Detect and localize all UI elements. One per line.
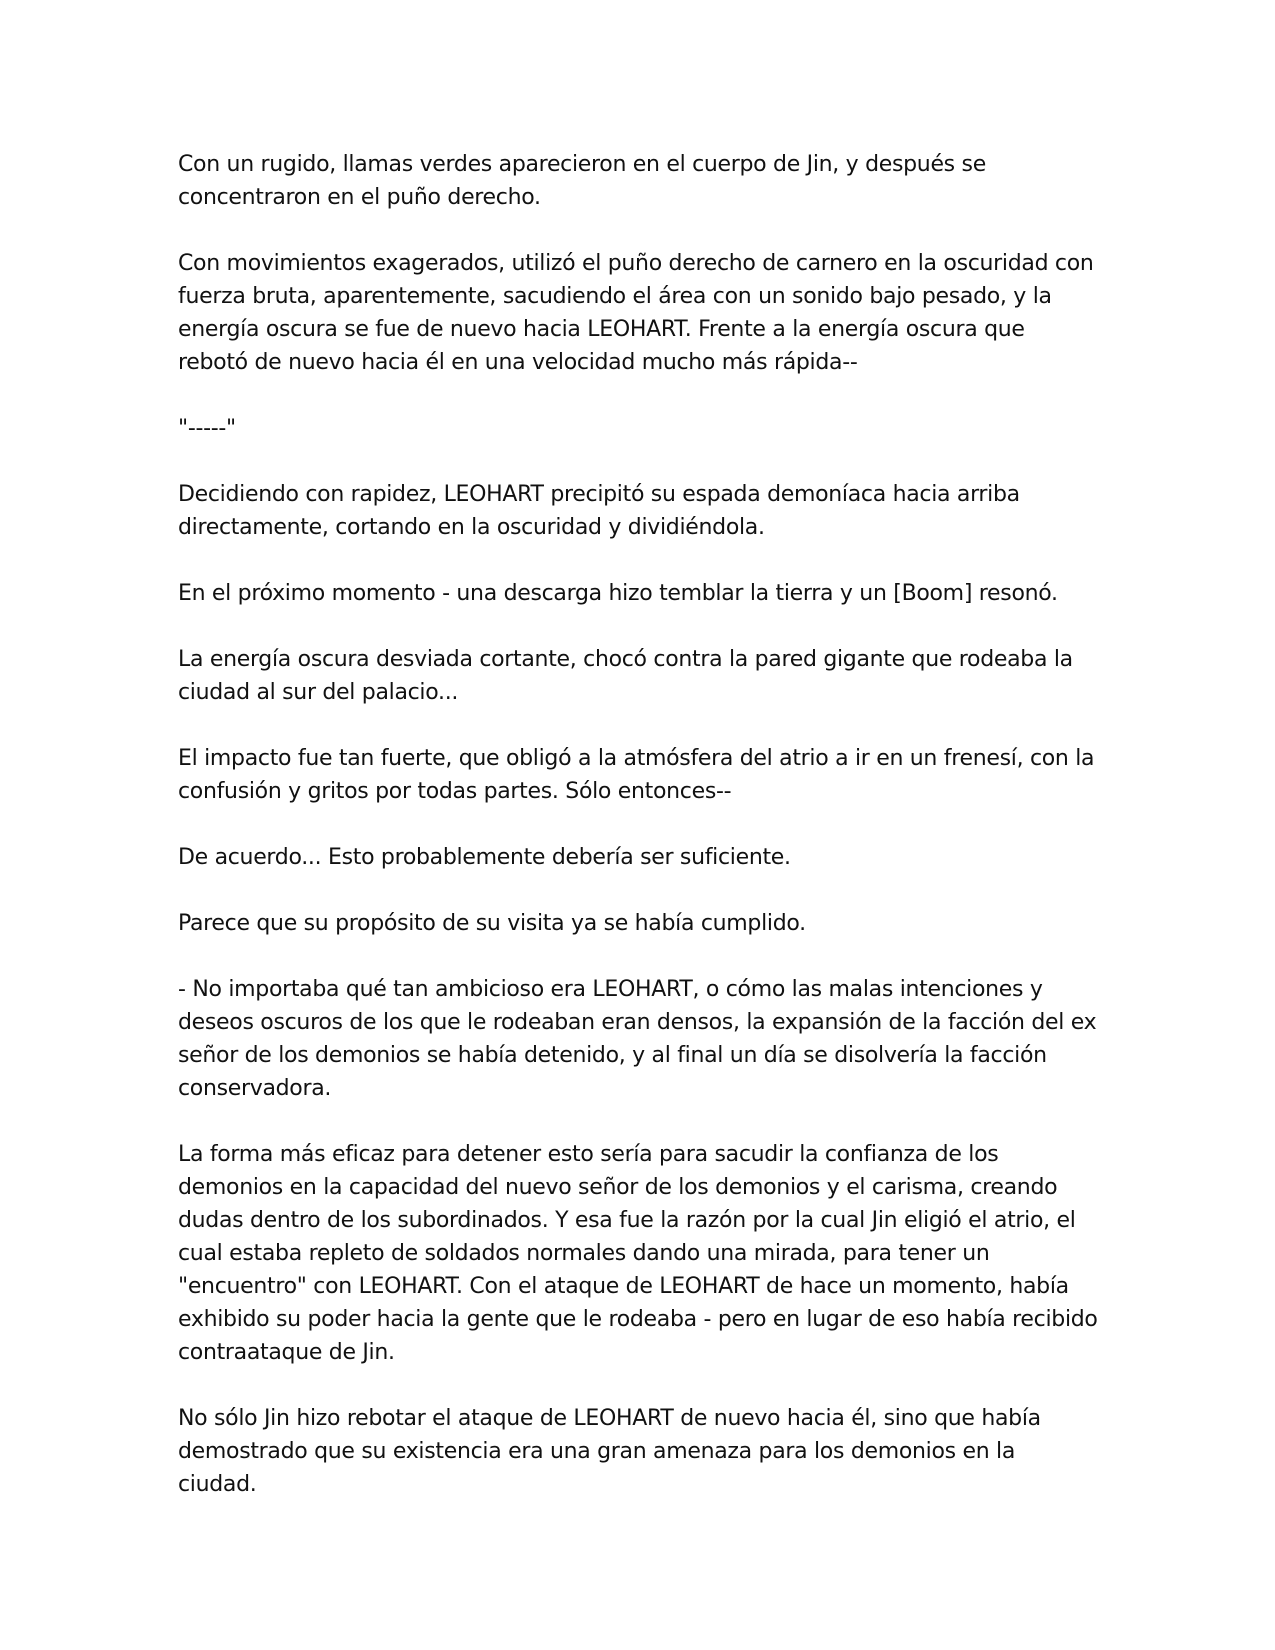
paragraph: No sólo Jin hizo rebotar el ataque de LEOHART de nuevo hacia él, sino que había demostrado que su existencia era una gran amenaza para los demonios en la ciudad. (178, 1406, 1041, 1497)
paragraph: La energía oscura desviada cortante, chocó contra la pared gigante que rodeaba la ciudad al sur del palacio... (178, 647, 1073, 705)
paragraph: El impacto fue tan fuerte, que obligó a la atmósfera del atrio a ir en un frenesí, con la confusión y gritos por todas partes. Sólo entonces-- (178, 746, 1095, 804)
paragraph: Decidiendo con rapidez, LEOHART precipitó su espada demoníaca hacia arriba directamente, cortando en la oscuridad y dividiéndola. (178, 482, 1020, 540)
paragraph: Con un rugido, llamas verdes aparecieron en el cuerpo de Jin, y después se concentraron en el puño derecho. (178, 152, 986, 210)
paragraph: - No importaba qué tan ambicioso era LEOHART, o cómo las malas intenciones y deseos oscuros de los que le rodeaban eran densos, la expansión de la facción del ex señor de los demonios se había detenido, y al final un día se disolvería la facción conservadora. (178, 977, 1097, 1101)
document-body (178, 148, 1098, 1534)
paragraph: Con movimientos exagerados, utilizó el puño derecho de carnero en la oscuridad con fuerza bruta, aparentemente, sacudiendo el área con un sonido bajo pesado, y la energía oscura se fue de nuevo hacia LEOHART. Frente a la energía oscura que rebotó de nuevo hacia él en una velocidad mucho más rápida-- (178, 251, 1094, 375)
paragraph: De acuerdo... Esto probablemente debería ser suficiente. (178, 845, 791, 870)
paragraph: En el próximo momento - una descarga hizo temblar la tierra y un [Boom] resonó. (178, 581, 1058, 606)
paragraph: La forma más eficaz para detener esto sería para sacudir la confianza de los demonios en la capacidad del nuevo señor de los demonios y el carisma, creando dudas dentro de los subordinados. Y esa fue la razón por la cual Jin eligió el atrio, el cual estaba repleto de soldados normales dando una mirada, para tener un "encuentro" con LEOHART. Con el ataque de LEOHART de hace un momento, había exhibido su poder hacia la gente que le rodeaba - pero en lugar de eso había recibido contraataque de Jin. (178, 1142, 1098, 1365)
paragraph: Parece que su propósito de su visita ya se había cumplido. (178, 911, 806, 936)
paragraph: "-----" (178, 416, 236, 441)
